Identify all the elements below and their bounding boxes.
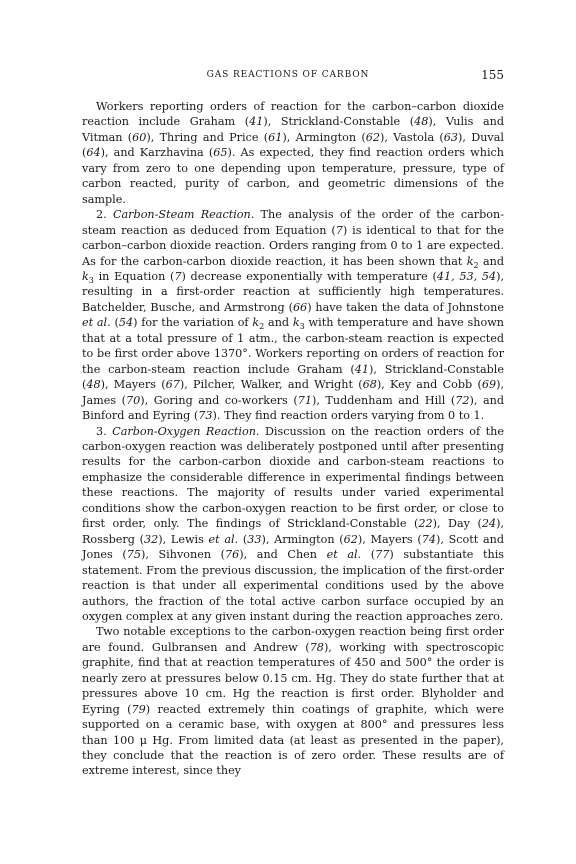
italic-run: et al. [208, 532, 239, 546]
italic-run: 77 [375, 548, 390, 562]
italic-run: 67 [165, 378, 180, 392]
italic-run: 61 [268, 130, 283, 144]
italic-run: Carbon-Oxygen Reaction. [112, 424, 260, 438]
italic-run: 68 [362, 378, 377, 392]
italic-run: k [82, 269, 89, 283]
italic-run: 7 [335, 223, 343, 237]
italic-run: 71 [297, 393, 312, 407]
italic-run: 75 [126, 548, 141, 562]
italic-run: k [292, 316, 300, 330]
italic-run: 41 [354, 362, 370, 376]
italic-run: 48 [86, 378, 101, 392]
italic-run: et al. [326, 548, 362, 562]
body-text [82, 99, 504, 779]
italic-run: 76 [225, 548, 240, 562]
subscript: 2 [473, 260, 479, 270]
subscript: 3 [88, 276, 94, 286]
italic-run: et al. [82, 316, 111, 330]
italic-run: 70 [126, 393, 141, 407]
italic-run: 63 [443, 130, 459, 144]
italic-run: 60 [132, 130, 147, 144]
italic-run: 73 [198, 409, 213, 423]
subscript: 2 [259, 322, 265, 332]
italic-run: 41 [249, 115, 264, 129]
italic-run: 74 [421, 532, 436, 546]
italic-run: 32 [144, 532, 159, 546]
italic-run: 54 [118, 316, 134, 330]
italic-run: 64 [86, 146, 101, 160]
italic-run: 72 [455, 393, 470, 407]
italic-run: 62 [343, 532, 358, 546]
italic-run: 66 [292, 300, 308, 314]
paragraph-carbon-steam-reaction: 2. Carbon-Steam Reaction. The analysis of the order of the carbon-steam reaction as deduced from Equation (7) is identical to that for the carbon–carbon dioxide reaction. Orders ranging from 0 to 1 are expected. As for the carbon-carbon dioxide reaction, it has been shown that $k_2$ and $k_3$ in Equation (7) decrease exponentially with temperature (41, 53, 54), resulting in a first-order reaction at sufficiently high temperatures. Batchelder, Busche, and Armstrong (66) have taken the data of Johnstone et al. (54) for the variation of $k_2$ and $k_3$ with temperature and have shown that at a total pressure of 1 atm., the carbon-steam reaction is expected to be first order above 1370°. Workers reporting on orders of reaction for the carbon-steam reaction include Graham (41), Strickland-Constable (48), Mayers (67), Pilcher, Walker, and Wright (68), Key and Cobb (69), James (70), Goring and co-workers (71), Tuddenham and Hill (72), and Binford and Eyring (73). They find reaction orders varying from 0 to 1. [82, 208, 505, 423]
running-title: GAS REACTIONS OF CARBON [206, 70, 370, 80]
italic-run: k [466, 254, 474, 268]
italic-run: 62 [365, 130, 380, 144]
paragraph-exceptions: Two notable exceptions to the carbon-oxygen reaction being first order are found. Gulbransen and Andrew (78), working with spectroscopic graphite, find that at reaction temperatures of 450 and 500° the order is nearly zero at pressures below 0.15 cm. Hg. They do state further that at pressures above 10 cm. Hg the reaction is first order. Blyholder and Eyring (79) reacted extremely thin coatings of graphite, which were supported on a ceramic base, with oxygen at 800° and pressures less than 100 μ Hg. From limited data (at least as presented in the paper), they conclude that the reaction is of zero order. These results are of extreme interest, since they [82, 625, 505, 778]
italic-run: 69 [481, 378, 497, 392]
italic-run: k [252, 316, 260, 330]
subscript: 3 [299, 322, 305, 332]
italic-run: 48 [414, 115, 429, 129]
italic-run: 24 [481, 517, 497, 531]
italic-run: 33 [247, 532, 262, 546]
paragraph-carbon-oxygen-reaction: 3. Carbon-Oxygen Reaction. Discussion on the reaction orders of the carbon-oxygen reaction was deliberately postponed until after presenting results for the carbon-carbon dioxide and carbon-steam reactions to emphasize the considerable difference in experimental findings between these reactions. The majority of results under varied experimental conditions show the carbon-oxygen reaction to be first order, or close to first order, only. The findings of Strickland-Constable (22), Day (24), Rossberg (32), Lewis et al. (33), Armington (62), Mayers (74), Scott and Jones (75), Sihvonen (76), and Chen et al. (77) substantiate this statement. From the previous discussion, the implication of the first-order reaction is that under all experimental conditions used by the above authors, the fraction of the total active carbon surface occupied by an oxygen complex at any given instant during the reaction approaches zero. [82, 424, 505, 623]
italic-run: 78 [309, 640, 324, 654]
italic-run: 41, 53, 54 [436, 269, 497, 283]
italic-run: 65 [213, 146, 228, 160]
italic-run: 22 [418, 517, 433, 531]
page-number: 155 [481, 68, 504, 82]
paragraph-co2-reaction-workers: Workers reporting orders of reaction for the carbon–carbon dioxide reaction include Graham (41), Strickland-Constable (48), Vulis and Vitman (60), Thring and Price (61), Armington (62), Vastola (63), Duval (64), and Karzhavina (65). As expected, they find reaction orders which vary from zero to one depending upon temperature, pressure, type of carbon reacted, purity of carbon, and geometric dimensions of the sample. [82, 100, 504, 206]
italic-run: 7 [174, 269, 182, 283]
italic-run: 79 [131, 702, 146, 716]
italic-run: Carbon-Steam Reaction. [112, 208, 255, 222]
